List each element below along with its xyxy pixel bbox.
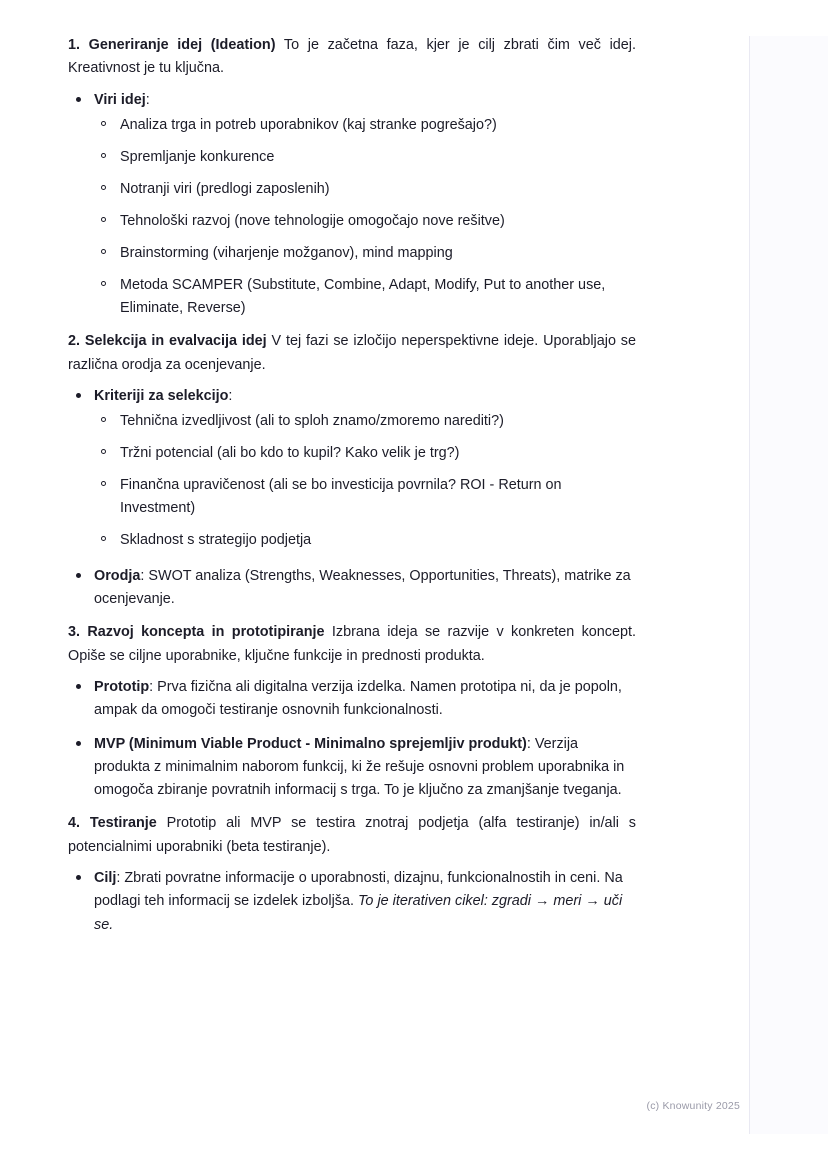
list-item-body: Prva fizična ali digitalna verzija izdelka. Namen prototipa ni, da je popoln, ampak da omogoči testiranje osnovnih funkcionalnosti.	[94, 678, 622, 719]
sub-list-item-text: Analiza trga in potreb uporabnikov (kaj stranke pogrešajo?)	[120, 116, 497, 133]
list-item-label: MVP (Minimum Viable Product - Minimalno sprejemljiv produkt)	[94, 735, 527, 752]
section-paragraph	[68, 330, 636, 377]
sub-list-item-text: Metoda SCAMPER (Substitute, Combine, Adapt, Modify, Put to another use, Eliminate, Reverse)	[120, 277, 606, 317]
list-item-text	[94, 388, 232, 404]
list-item-body-italic: To je iterativen cikel: zgradi → meri → uči se.	[94, 893, 623, 933]
bullet-dot-icon	[76, 875, 81, 880]
sub-list-item	[94, 274, 636, 320]
sub-list-item-text: Tehnična izvedljivost (ali to sploh znamo/zmoremo narediti?)	[120, 413, 504, 430]
list-item-text	[94, 92, 150, 108]
section-heading: 2. Selekcija in evalvacija idej	[68, 333, 267, 350]
footer-copyright: (c) Knowunity 2025	[646, 1100, 740, 1112]
bullet-ring-icon	[101, 281, 106, 286]
bullet-list	[68, 385, 636, 611]
list-item-text	[94, 568, 631, 607]
sub-list-item	[94, 529, 636, 552]
bullet-ring-icon	[101, 153, 106, 158]
bullet-dot-icon	[76, 97, 81, 102]
sub-bullet-list	[94, 410, 636, 552]
bullet-dot-icon	[76, 393, 81, 398]
section-body: V tej fazi se izločijo neperspektivne ideje. Uporabljajo se različna orodja za ocenjevanje.	[68, 333, 637, 373]
sub-list-item	[94, 146, 636, 169]
bullet-dot-icon	[76, 573, 81, 578]
bullet-list	[68, 867, 636, 937]
list-item-body: Zbrati povratne informacije o uporabnosti, dizajnu, funkcionalnostih in ceni. Na podlagi teh informacij se izdelek izboljša.	[94, 870, 623, 910]
nested-list-wrapper	[94, 114, 636, 320]
list-item-text	[94, 679, 622, 718]
sub-list-item-text: Notranji viri (predlogi zaposlenih)	[120, 181, 330, 198]
section-paragraph	[68, 812, 636, 859]
list-item-label-suffix: :	[145, 91, 150, 108]
list-item-label-suffix: :	[116, 870, 121, 887]
list-item	[68, 733, 636, 803]
sub-list-item	[94, 178, 636, 201]
nested-list-wrapper	[94, 410, 636, 552]
sub-list-item-text: Finančna upravičenost (ali se bo investicija povrnila? ROI - Return on Investment)	[120, 477, 562, 517]
list-item-body: SWOT analiza (Strengths, Weaknesses, Opportunities, Threats), matrike za ocenjevanje.	[94, 567, 631, 607]
section-heading: 3. Razvoj koncepta in prototipiranje	[68, 624, 325, 641]
bullet-ring-icon	[101, 536, 106, 541]
section-body: To je začetna faza, kjer je cilj zbrati čim več idej. Kreativnost je tu ključna.	[68, 37, 636, 77]
list-item	[68, 565, 636, 612]
section-heading: 4. Testiranje	[68, 815, 157, 832]
sub-list-item	[94, 410, 636, 433]
list-item	[68, 867, 636, 937]
sub-list-item-text: Tehnološki razvoj (nove tehnologije omogočajo nove rešitve)	[120, 213, 505, 230]
section-heading: 1. Generiranje idej (Ideation)	[68, 37, 276, 53]
bullet-ring-icon	[101, 217, 106, 222]
bullet-list	[68, 89, 636, 321]
sub-list-item	[94, 442, 636, 465]
list-item-label: Orodja	[94, 567, 141, 584]
bullet-ring-icon	[101, 417, 106, 422]
section-body: Izbrana ideja se razvije v konkreten koncept. Opiše se ciljne uporabnike, ključne funkcije in prednosti produkta.	[68, 624, 636, 664]
list-item-label-suffix: :	[149, 678, 154, 695]
list-item-label-suffix: :	[526, 735, 531, 752]
list-item	[68, 89, 636, 321]
sub-list-item	[94, 210, 636, 233]
section-paragraph	[68, 34, 636, 81]
section-body: Prototip ali MVP se testira znotraj podjetja (alfa testiranje) in/ali s potencialnimi uporabniki (beta testiranje).	[68, 815, 637, 855]
sub-bullet-list	[94, 114, 636, 320]
bullet-ring-icon	[101, 481, 106, 486]
sub-list-item	[94, 474, 636, 520]
sub-list-item-text: Brainstorming (viharjenje možganov), mind mapping	[120, 245, 453, 262]
bullet-ring-icon	[101, 121, 106, 126]
bullet-dot-icon	[76, 741, 81, 746]
bullet-ring-icon	[101, 249, 106, 254]
sub-list-item-text: Tržni potencial (ali bo kdo to kupil? Kako velik je trg?)	[120, 445, 460, 462]
bullet-dot-icon	[76, 684, 81, 689]
bullet-list	[68, 676, 636, 803]
list-item-label: Prototip	[94, 678, 150, 695]
list-item	[68, 676, 636, 723]
bullet-ring-icon	[101, 449, 106, 454]
sub-list-item-text: Spremljanje konkurence	[120, 149, 275, 166]
list-item-label: Kriteriji za selekcijo	[94, 387, 229, 404]
page-right-margin-strip	[749, 36, 828, 1134]
document-content	[68, 34, 636, 947]
list-item	[68, 385, 636, 553]
list-item-text	[94, 870, 623, 933]
sub-list-item	[94, 114, 636, 137]
list-item-body: Verzija produkta z minimalnim naborom funkcij, ki že rešuje osnovni problem uporabnika in omogoča zbiranje povratnih informacij s trga. To je ključno za zmanjšanje tveganja.	[94, 735, 625, 799]
section-paragraph	[68, 621, 636, 668]
list-item-label-suffix: :	[228, 387, 233, 404]
list-item-text	[94, 736, 624, 799]
list-item-label: Viri idej	[94, 91, 146, 108]
list-item-label-suffix: :	[140, 567, 145, 584]
sub-list-item	[94, 242, 636, 265]
list-item-label: Cilj	[94, 870, 117, 887]
sub-list-item-text: Skladnost s strategijo podjetja	[120, 532, 312, 549]
bullet-ring-icon	[101, 185, 106, 190]
